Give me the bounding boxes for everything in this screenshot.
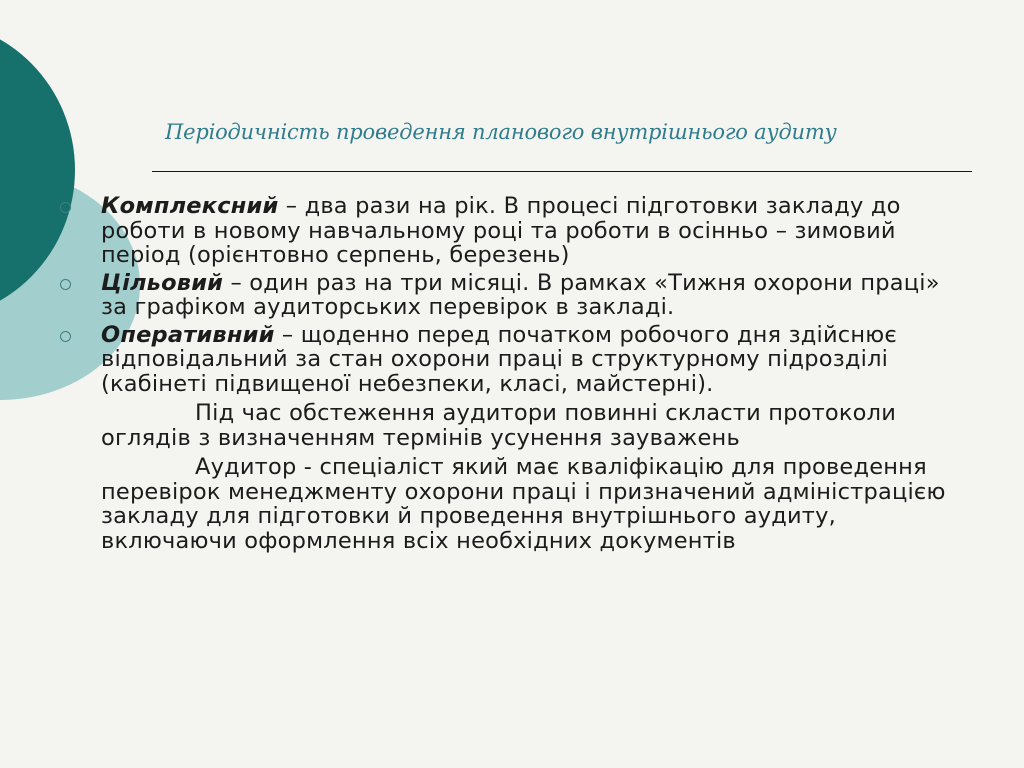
bullet-text: – щоденно перед початком робочого дня здійснює відповідальний за стан охорони праці в структурному підрозділі (кабінеті підвищеної небезпеки, класі, майстерні). — [101, 321, 897, 397]
paragraph-inspection-protocols: Під час обстеження аудитори повинні скласти протоколи оглядів з визначенням термінів усунення зауважень — [101, 400, 897, 451]
paragraph-auditor-definition: Аудитор - спеціаліст який має кваліфікацію для проведення перевірок менеджменту охорони праці і призначений адміністрацією закладу для підготовки й проведення внутрішнього аудиту, включаючи оформлення всіх необхідних документів — [101, 454, 946, 554]
bullet-term: Комплексний — [101, 193, 279, 219]
bullet-term: Цільовий — [101, 269, 224, 296]
bullet-term: Оперативний — [101, 321, 275, 348]
hollow-circle-bullet-icon — [60, 279, 71, 290]
bullet-text: – два рази на рік. В процесі підготовки закладу до роботи в новому навчальному році та роботи в осінньо – зимовий період (орієнтовно серпень, березень) — [101, 193, 901, 268]
title-underline-divider — [152, 171, 972, 172]
bullet-item-comprehensive — [60, 194, 960, 268]
hollow-circle-bullet-icon — [60, 331, 71, 342]
hollow-circle-bullet-icon — [60, 202, 71, 213]
bullet-text: – один раз на три місяці. В рамках «Тижня охорони праці» за графіком аудиторських перевірок в закладі. — [101, 269, 940, 320]
bullet-item-targeted — [60, 271, 960, 320]
slide-title: Періодичність проведення планового внутрішнього аудиту — [165, 120, 837, 144]
bullet-item-operational — [60, 323, 960, 397]
slide-body — [60, 194, 960, 558]
